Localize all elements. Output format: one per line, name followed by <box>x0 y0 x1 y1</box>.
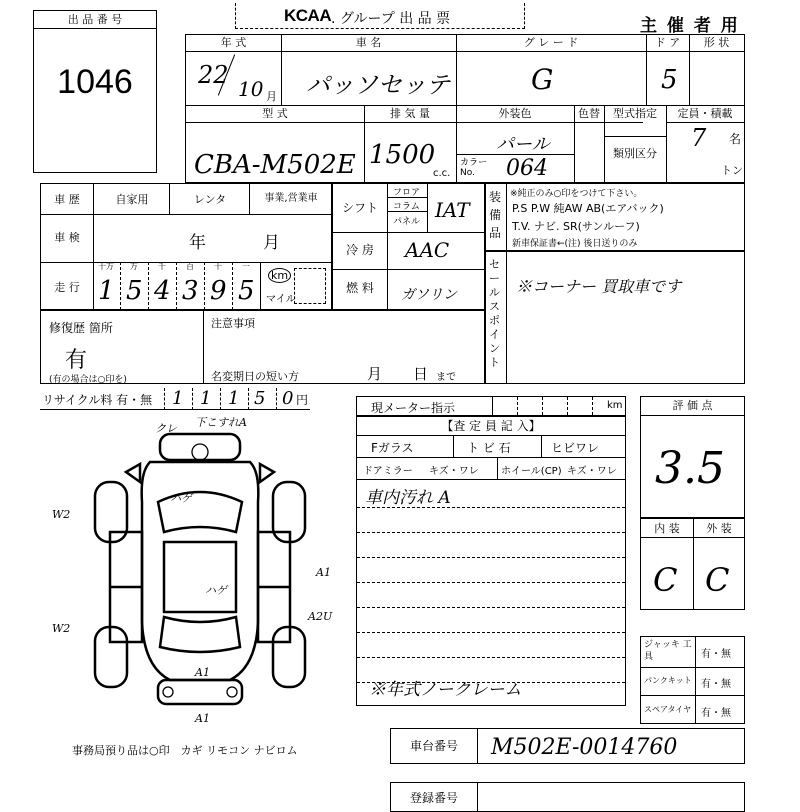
exterior-color-label: 外装色 <box>498 107 532 120</box>
expiry-month: 月 <box>367 365 383 383</box>
interior-exterior-block <box>640 518 745 610</box>
recycle-digit-3: 1 <box>228 388 240 409</box>
expiry-suffix: まで <box>436 372 456 383</box>
rear-window-shape <box>160 617 240 652</box>
meter-block <box>356 396 626 416</box>
caution-label: 注意事項 <box>211 317 255 330</box>
mileage-km-box <box>294 268 326 304</box>
inspector-note-1: 車内汚れ A <box>365 488 451 508</box>
mileage-grid <box>92 262 332 310</box>
capacity-unit-tons: トン <box>721 164 743 177</box>
color-no-label: カラー No. <box>460 158 488 178</box>
mileage-digit-6: 5 <box>238 276 255 306</box>
recycle-row <box>40 388 310 410</box>
ac-label: 冷 房 <box>346 243 374 257</box>
rating-label: 評 価 点 <box>672 399 713 412</box>
repair-block <box>40 310 485 384</box>
sponsor-label: 主 催 者 用 <box>640 16 740 36</box>
lot-number-box <box>33 10 157 173</box>
sales-point-value: ※コーナー 買取車です <box>516 277 682 296</box>
expiry-day: 日 <box>413 365 429 383</box>
diagram-note-side: ハゲ <box>205 584 227 597</box>
meter-unit: km <box>607 400 623 411</box>
year-label: 年 式 <box>220 36 247 49</box>
rating-value: 3.5 <box>655 443 725 494</box>
equipment-block <box>485 183 745 251</box>
diagram-note-right-rear: A2U <box>308 610 333 623</box>
jack-option: 有・無 <box>701 649 731 660</box>
category-label: 類別区分 <box>613 147 657 160</box>
recycle-unit: 円 <box>296 393 309 407</box>
history-label: 車 歴 <box>54 193 80 206</box>
mileage-digit-1: 1 <box>98 276 115 306</box>
mileage-unit-100k: 十万 <box>98 262 114 271</box>
displacement-label: 排 気 量 <box>390 107 430 120</box>
mechanical-block <box>332 183 485 310</box>
lot-number-label: 出 品 番 号 <box>34 11 156 29</box>
chassis-value: M502E-0014760 <box>491 735 678 760</box>
tools-block <box>640 636 745 724</box>
shaken-month: 月 <box>263 233 280 253</box>
inspector-note-2: ※年式ノークレーム <box>369 680 522 700</box>
doors-value: 5 <box>661 65 678 95</box>
mileage-unit-1k: 千 <box>158 262 166 271</box>
mileage-label: 走 行 <box>54 281 80 294</box>
shift-option-panel: パネル <box>393 217 421 227</box>
roof-shape <box>164 542 236 612</box>
right-mirror <box>260 464 274 482</box>
mileage-digit-3: 4 <box>154 276 171 306</box>
equipment-line2: T.V. ナビ. SR(サンルーフ) <box>512 220 640 233</box>
chassis-label: 車台番号 <box>409 739 458 753</box>
wheel-label: ホイール(CP) <box>501 466 562 477</box>
mileage-unit-100: 百 <box>186 262 194 271</box>
vehicle-info-row2 <box>185 105 745 183</box>
interior-label: 内 装 <box>654 522 680 535</box>
glass-options: ト ビ 石 <box>467 441 511 455</box>
rear-bumper-shape <box>158 680 242 704</box>
left-mirror <box>126 464 140 482</box>
header-title <box>235 3 525 29</box>
fuel-label: 燃 料 <box>346 281 374 295</box>
diagram-note-left-front: W2 <box>52 508 71 521</box>
short-expiry-label: 名変期日の短い方 <box>211 370 299 383</box>
mileage-unit-10: 十 <box>214 262 222 271</box>
month-value: 10 <box>238 77 264 101</box>
diagram-note-rear-bumper: A1 <box>195 666 210 679</box>
door-mirror-label: ドアミラー <box>363 466 413 477</box>
wheel-options: キズ・ワレ <box>567 466 617 477</box>
history-option-business: 事業,営業車 <box>264 193 318 204</box>
recycle-digit-4: 5 <box>254 388 266 409</box>
diagram-note-hood: ハゲ <box>170 492 192 505</box>
color-no-value: 064 <box>506 156 548 181</box>
ac-value: AAC <box>405 238 450 262</box>
registration-block <box>390 782 745 812</box>
exterior-value: C <box>705 561 730 599</box>
crack-option: ヒビワレ <box>551 441 600 455</box>
repair-note: (有の場合は○印を) <box>49 375 127 385</box>
mileage-unit-10k: 万 <box>130 262 138 271</box>
f-glass-label: Fガラス <box>371 441 414 455</box>
exterior-label: 外 装 <box>706 522 732 535</box>
year-value: 22 <box>198 61 229 89</box>
equipment-label: 装備品 <box>489 190 502 240</box>
mileage-digit-4: 3 <box>182 276 199 306</box>
group-title: . グループ 出 品 票 <box>331 11 451 27</box>
shift-value: IAT <box>435 198 470 222</box>
history-option-private: 自家用 <box>115 193 149 206</box>
puncture-label: パンクキット <box>644 676 692 685</box>
car-name-value: パッソセッテ <box>306 71 450 99</box>
doors-label: ド ア <box>654 36 681 49</box>
repair-label: 修復歴 箇所 <box>49 321 113 335</box>
inspector-block <box>356 416 626 706</box>
km-label: km <box>268 268 291 283</box>
diagram-note-left-rear: W2 <box>52 622 71 635</box>
capacity-unit-persons: 名 <box>729 132 742 146</box>
equipment-line3: 新車保証書←(注) 後日送りのみ <box>512 239 638 249</box>
cc-unit: c.c. <box>433 168 451 179</box>
diagram-note-rear-bottom: A1 <box>195 712 210 725</box>
lot-number-value: 1046 <box>57 63 133 101</box>
diagram-note-front-scratch: 下こすれA <box>195 416 247 429</box>
color-change-label: 色替 <box>578 107 600 120</box>
displacement-value: 1500 <box>369 140 436 170</box>
grade-label: グ レ ー ド <box>523 36 579 49</box>
type-designation-label: 型式指定 <box>613 107 657 120</box>
model-value: CBA-M502E <box>194 150 356 180</box>
spare-label: スペアタイヤ <box>644 705 692 714</box>
recycle-label: リサイクル料 有・無 <box>42 393 153 407</box>
mileage-unit-1: 一 <box>242 262 250 271</box>
recycle-digit-1: 1 <box>172 388 184 409</box>
kcaa-logo: KCAA <box>284 6 332 25</box>
recycle-digit-5: 0 <box>282 388 294 409</box>
recycle-digit-2: 1 <box>200 388 212 409</box>
history-option-rental: レンタ <box>193 193 227 206</box>
capacity-value: 7 <box>691 124 707 152</box>
diagram-note-right-front: A1 <box>316 566 331 579</box>
door-mirror-options: キズ・ワレ <box>429 466 479 477</box>
chassis-block <box>390 728 745 764</box>
capacity-label: 定員・積載 <box>677 107 733 120</box>
shift-label: シフト <box>341 201 378 215</box>
month-unit: 月 <box>266 90 277 103</box>
puncture-option: 有・無 <box>701 679 731 690</box>
registration-label: 登録番号 <box>409 791 458 805</box>
equipment-line1: P.S P.W 純AW AB(エアバック) <box>512 202 664 215</box>
repair-value: 有 <box>65 348 88 373</box>
mile-label: マイル <box>266 294 296 305</box>
inspector-title: 【査 定 員 記 入】 <box>441 419 541 433</box>
car-damage-diagram <box>40 412 350 732</box>
interior-value: C <box>653 561 678 599</box>
exterior-color-value: パール <box>496 134 550 155</box>
meter-label: 現メーター指示 <box>371 401 456 415</box>
shift-option-floor: フロア <box>393 188 421 198</box>
shape-label: 形 状 <box>703 36 730 49</box>
diagram-note-front-top: クレ <box>155 422 177 435</box>
shift-option-column: コラム <box>393 202 420 212</box>
mileage-digit-5: 9 <box>210 276 227 306</box>
shaken-year: 年 <box>189 233 206 253</box>
rating-block <box>640 396 745 518</box>
mileage-digit-2: 5 <box>126 276 143 306</box>
sales-point-block <box>485 251 745 384</box>
fuel-value: ガソリン <box>401 287 457 303</box>
office-note: 事務局預り品は○印 カギ リモコン ナビロム <box>72 744 298 757</box>
grade-value: G <box>531 63 554 96</box>
vehicle-info-row1 <box>185 34 745 106</box>
equipment-note: ※純正のみ○印をつけて下さい。 <box>510 189 643 199</box>
name-label: 車 名 <box>355 36 382 49</box>
front-bumper-shape <box>160 434 240 460</box>
shaken-label: 車 検 <box>54 231 80 244</box>
spare-option: 有・無 <box>701 708 731 719</box>
jack-label: ジャッキ 工 具 <box>644 640 692 662</box>
sales-point-label: セールスポイント <box>489 258 500 369</box>
model-label: 型 式 <box>262 107 288 120</box>
